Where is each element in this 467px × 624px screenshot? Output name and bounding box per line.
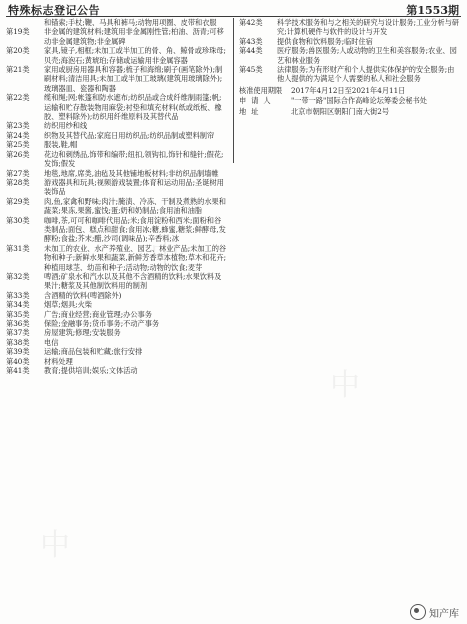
class-description: 医疗服务;兽医服务;人或动物的卫生和美容服务;农业、园艺和林业服务 (277, 46, 457, 65)
class-entry (6, 216, 228, 244)
class-description: 保险;金融事务;货币事务;不动产事务 (44, 319, 160, 328)
class-number: 第39类 (6, 347, 30, 357)
meta-address-label: 地址 (239, 106, 264, 116)
class-number: 第23类 (6, 121, 30, 131)
class-description: 法律服务;为有形财产和个人提供实体保护的安全服务;由他人提供的为满足个人需要的私人和社会服务 (277, 65, 455, 84)
class-number: 第45类 (239, 65, 263, 75)
issue-number: 第1553期 (406, 4, 459, 17)
class-description: 电信 (44, 337, 59, 347)
class-entry (239, 65, 461, 84)
class-entry (6, 93, 228, 121)
meta-address-value: 北京市朝阳区朝阳门南大街2号 (291, 106, 390, 116)
meta-applicant-value: "一带一路"国际合作高峰论坛筹委会秘书处 (291, 96, 427, 106)
class-number: 第37类 (6, 328, 30, 338)
class-entry (6, 328, 228, 337)
wechat-badge-text: 知产库 (429, 608, 459, 620)
class-entry (6, 65, 228, 93)
class-description: 家用或厨房用器具和容器;梳子和海绵;刷子(画笔除外);制刷材料;清洁用具;未加工或半加工玻璃(建筑用玻璃除外);玻璃器皿、瓷器和陶器 (44, 65, 223, 93)
class-description: 纺织用纱和线 (44, 121, 88, 131)
class-description: 和锚索;手杖;鞭、马具和裤马;动物用项圈、皮带和衣服 (44, 18, 217, 27)
class-description: 运输;商品包装和贮藏;旅行安排 (44, 347, 143, 357)
class-entry (6, 366, 228, 375)
class-description: 家具,镜子,相框;未加工或半加工的骨、角、鲸骨或珍珠母;贝壳;海泡石;黄琥珀;存储或运输用非金属容器 (44, 46, 226, 65)
class-description: 科学技术服务和与之相关的研究与设计服务;工业分析与研究;计算机硬件与软件的设计与开发 (277, 18, 460, 37)
class-description: 织物及其替代品;家庭日用纺织品;纺织品制或塑料制帘 (44, 130, 215, 140)
class-description: 含酒精的饮料(啤酒除外) (44, 290, 122, 300)
class-entry (6, 131, 228, 140)
class-number: 第24类 (6, 130, 30, 140)
class-number: 第19类 (6, 27, 30, 37)
class-description: 咖啡,茶,可可和咖啡代用品;米;食用淀粉和西米;面粉和谷类制品;面包、糕点和甜食;食用冰;糖,蜂蜜,糖浆;鲜酵母,发酵粉;食盐;芥末;醋,沙司(调味品);辛香料;冰 (44, 215, 226, 244)
class-description: 房屋建筑;修理;安装服务 (44, 328, 121, 338)
class-description: 材料处理 (44, 356, 73, 366)
class-description: 啤酒;矿泉水和汽水以及其他不含酒精的饮料;水果饮料及果汁;糖浆及其他制饮料用的制剂 (44, 271, 222, 291)
class-entry (6, 121, 228, 130)
watermark-glyph: 中 (150, 238, 180, 273)
class-entry (239, 18, 461, 37)
class-description: 缆和绳;网;帐篷和防水遮布;纺织品或合成纤维制雨篷;帆;运输和贮存散装物用麻袋;衬垫和填充材料(纸或纸板、橡胶、塑料除外);纺织用纤维原料及其替代品 (44, 93, 222, 122)
class-description: 服装,鞋,帽 (44, 140, 78, 150)
meta-applicant-label: 申请人 (239, 96, 276, 106)
class-description: 教育;提供培训;娱乐;文体活动 (44, 366, 138, 376)
class-number: 第25类 (6, 140, 30, 150)
class-entry (6, 347, 228, 356)
class-number: 第43类 (239, 36, 263, 46)
class-number: 第44类 (239, 46, 263, 56)
class-entry (6, 244, 228, 272)
wechat-icon (410, 604, 426, 620)
class-entry (239, 37, 461, 46)
right-class-list (239, 18, 461, 84)
class-entry (6, 291, 228, 300)
class-entry (6, 272, 228, 291)
right-column (239, 18, 461, 117)
class-description: 提供食物和饮料服务;临时住宿 (277, 36, 373, 46)
class-entry (239, 46, 461, 65)
class-description: 广告;商业经营;商业管理;办公事务 (44, 309, 152, 319)
class-entry (6, 300, 228, 309)
registration-meta (239, 86, 461, 116)
class-description: 花边和刺绣品,饰带和编带;纽扣,领钩扣,饰针和缝针;假花;发饰;假发 (44, 149, 224, 169)
class-description: 未加工的农业、水产养殖业、园艺、林业产品;未加工的谷物和种子;新鲜水果和蔬菜,新鲜芳香草本植物;草木和花卉;种植用球茎、幼苗和种子;活动物;动物的饮食;麦芽 (44, 243, 227, 272)
class-number: 第30类 (6, 215, 30, 225)
watermark-glyph: 中 (330, 368, 360, 403)
class-number: 第20类 (6, 46, 30, 56)
class-entry (6, 357, 228, 366)
class-entry (6, 140, 228, 149)
class-entry (6, 197, 228, 216)
class-description: 肉,鱼,家禽和野味;肉汁;腌渍、冷冻、干制及煮熟的水果和蔬菜;果冻,果酱,蜜饯;蛋;奶和奶制品;食用油和油脂 (44, 196, 226, 216)
class-description: 游戏器具和玩具;视频游戏装置;体育和运动用品;圣诞树用装饰品 (44, 177, 224, 197)
class-entry (6, 310, 228, 319)
meta-applicant (239, 96, 461, 105)
class-entry (6, 27, 228, 46)
class-number: 第40类 (6, 356, 30, 366)
class-entry (6, 338, 228, 347)
class-number: 第32类 (6, 271, 30, 281)
class-description: 烟草;烟具;火柴 (44, 300, 92, 310)
page-header (6, 2, 461, 17)
class-number: 第34类 (6, 300, 30, 310)
class-entry (6, 169, 228, 178)
class-number: 第22类 (6, 93, 30, 103)
class-number: 第35类 (6, 309, 30, 319)
meta-address (239, 107, 461, 116)
class-description: 地毯,地席,席类,油毡及其他铺地板材料;非纺织品制墙帷 (44, 168, 219, 178)
class-number: 第29类 (6, 196, 30, 206)
meta-period (239, 86, 461, 95)
class-entry (6, 150, 228, 169)
class-number: 第26类 (6, 149, 30, 159)
wechat-badge (410, 604, 459, 620)
class-number: 第42类 (239, 18, 263, 27)
column-divider (233, 18, 234, 163)
class-entry (6, 46, 228, 65)
left-column (6, 18, 228, 375)
class-number: 第31类 (6, 243, 30, 253)
class-entry (6, 18, 228, 27)
class-number: 第21类 (6, 65, 30, 75)
class-number: 第27类 (6, 168, 30, 178)
meta-period-label: 核准使用期限 (239, 85, 283, 95)
class-description: 非金属的建筑材料;建筑用非金属刚性管;柏油、沥青;可移动非金属建筑物;非金属碑 (44, 27, 224, 46)
gazette-title: 特殊标志登记公告 (8, 4, 100, 17)
class-number: 第36类 (6, 319, 30, 328)
class-number: 第33类 (6, 290, 30, 300)
class-number: 第28类 (6, 177, 30, 187)
class-number: 第41类 (6, 366, 30, 376)
class-entry (6, 319, 228, 328)
class-entry (6, 178, 228, 197)
class-number: 第38类 (6, 337, 30, 347)
watermark-glyph: 中 (40, 528, 70, 563)
meta-period-value: 2017年4月12日至2021年4月11日 (291, 85, 406, 95)
